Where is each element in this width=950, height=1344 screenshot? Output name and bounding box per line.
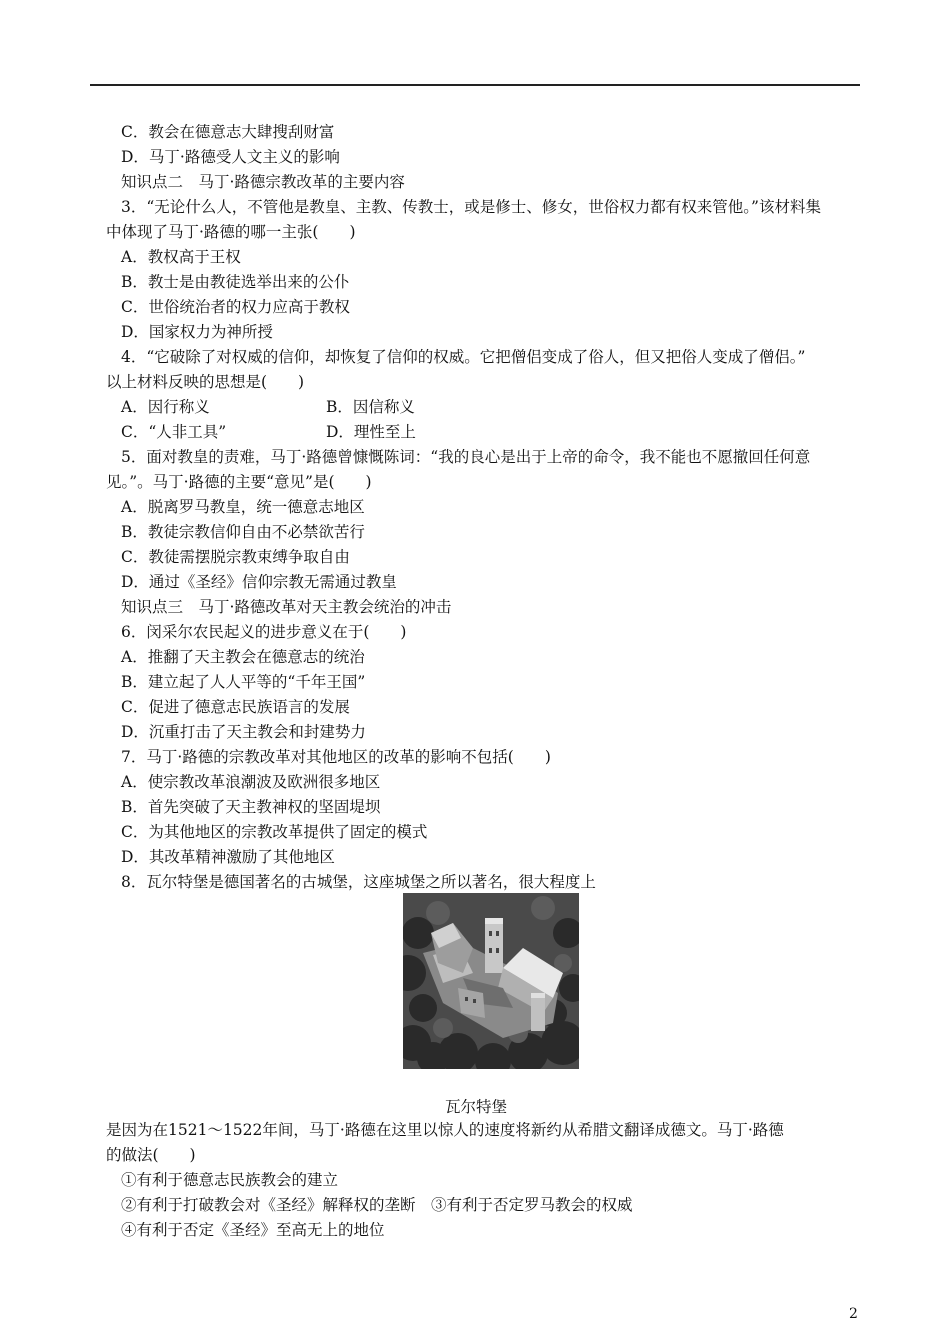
option: C．为其他地区的宗教改革提供了固定的模式 [121, 823, 428, 841]
option: A．使宗教改革浪潮波及欧洲很多地区 [121, 773, 381, 791]
figure-caption: 瓦尔特堡 [445, 1098, 508, 1116]
question-5: 5．面对教皇的责难，马丁·路德曾慷慨陈词：“我的良心是出于上帝的命令，我不能也不愿撤回任何意 [121, 448, 811, 466]
question-3: 3．“无论什么人，不管他是教皇、主教、传教士，或是修士、修女，世俗权力都有权来管他。”该材料集 [121, 198, 821, 216]
option: D．通过《圣经》信仰宗教无需通过教皇 [121, 573, 397, 591]
option: B．建立起了人人平等的“千年王国” [121, 673, 366, 691]
option: ④有利于否定《圣经》至高无上的地位 [121, 1221, 385, 1239]
option-row [121, 395, 210, 419]
option: B．教士是由教徒选举出来的公仆 [121, 273, 350, 291]
option: C．“人非工具” [121, 423, 227, 441]
page-number: 2 [849, 1306, 858, 1322]
section-heading: 知识点二 马丁·路德宗教改革的主要内容 [121, 173, 405, 191]
option: A．脱离罗马教皇，统一德意志地区 [121, 498, 365, 516]
text-line: 中体现了马丁·路德的哪一主张( ) [106, 223, 356, 241]
option: C．世俗统治者的权力应高于教权 [121, 298, 350, 316]
option: ②有利于打破教会对《圣经》解释权的垄断 ③有利于否定罗马教会的权威 [121, 1196, 633, 1214]
option: D．国家权力为神所授 [121, 323, 273, 341]
question-7: 7．马丁·路德的宗教改革对其他地区的改革的影响不包括( ) [121, 748, 551, 766]
option: D．其改革精神激励了其他地区 [121, 848, 335, 866]
option-row [121, 420, 226, 444]
option: D．沉重打击了天主教会和封建势力 [121, 723, 366, 741]
option: B．教徒宗教信仰自由不必禁欲苦行 [121, 523, 365, 541]
option: C．促进了德意志民族语言的发展 [121, 698, 350, 716]
text-line: C．教会在德意志大肆搜刮财富 [121, 123, 335, 141]
section-heading: 知识点三 马丁·路德改革对天主教会统治的冲击 [121, 598, 452, 616]
question-4: 4．“它破除了对权威的信仰，却恢复了信仰的权威。它把僧侣变成了俗人，但又把俗人变成了僧侣。” [121, 348, 806, 366]
option: A．因行称义 [121, 398, 210, 416]
header-rule [90, 84, 860, 86]
option: D．理性至上 [326, 423, 416, 441]
option: B．首先突破了天主教神权的坚固堤坝 [121, 798, 381, 816]
text-line: 以上材料反映的思想是( ) [106, 373, 305, 391]
text-line: D．马丁·路德受人文主义的影响 [121, 148, 340, 166]
wartburg-castle-photo [403, 893, 579, 1069]
text-line: 的做法( ) [106, 1146, 196, 1164]
text-line: 见。”。马丁·路德的主要“意见”是( ) [106, 473, 372, 491]
question-6: 6．闵采尔农民起义的进步意义在于( ) [121, 623, 407, 641]
option: B．因信称义 [326, 398, 415, 416]
option: A．推翻了天主教会在德意志的统治 [121, 648, 365, 666]
option: ①有利于德意志民族教会的建立 [121, 1171, 339, 1189]
question-8: 8．瓦尔特堡是德国著名的古城堡，这座城堡之所以著名，很大程度上 [121, 873, 596, 891]
text-line: 是因为在1521～1522年间，马丁·路德在这里以惊人的速度将新约从希腊文翻译成德文。马丁·路德 [106, 1121, 784, 1139]
option: C．教徒需摆脱宗教束缚争取自由 [121, 548, 350, 566]
option: A．教权高于王权 [121, 248, 241, 266]
